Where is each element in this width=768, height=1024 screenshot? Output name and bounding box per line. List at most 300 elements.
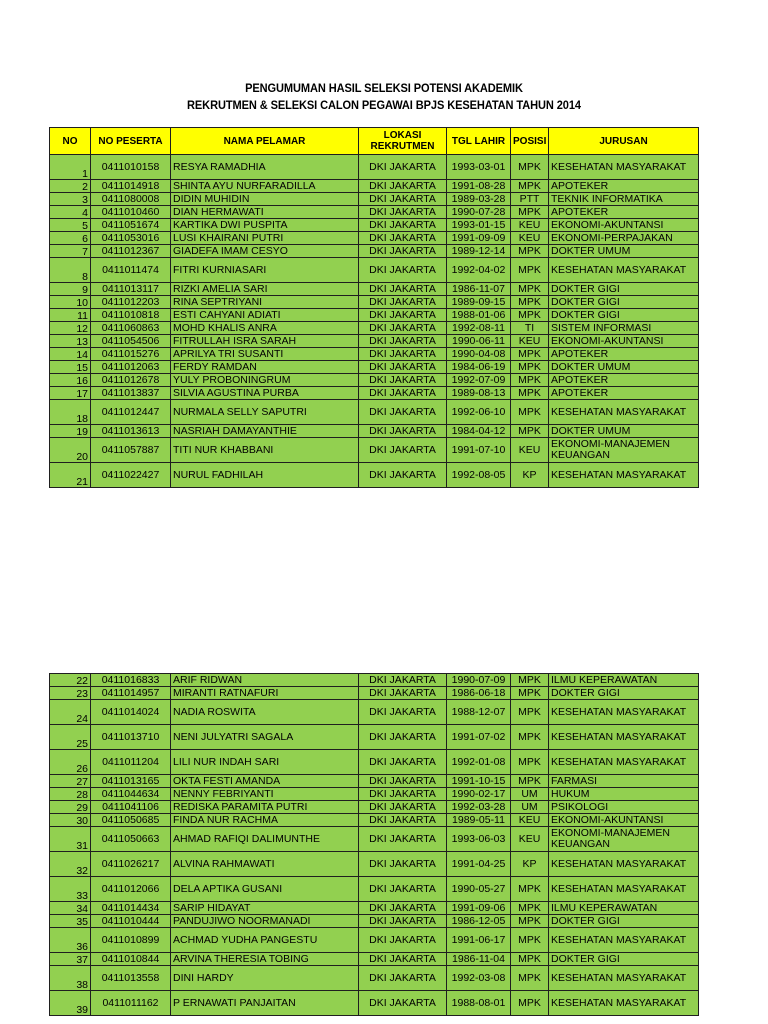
cell-posisi: PTT [511,193,549,206]
cell-nama-pelamar: YULY PROBONINGRUM [171,374,359,387]
cell-jurusan: TEKNIK INFORMATIKA [549,193,699,206]
cell-nama-pelamar: ALVINA RAHMAWATI [171,852,359,877]
cell-nama-pelamar: NENNY FEBRIYANTI [171,788,359,801]
cell-tgl-lahir: 1989-03-28 [447,193,511,206]
cell-lokasi: DKI JAKARTA [359,750,447,775]
cell-lokasi: DKI JAKARTA [359,953,447,966]
cell-tgl-lahir: 1990-07-28 [447,206,511,219]
cell-nama-pelamar: RESYA RAMADHIA [171,155,359,180]
cell-nama-pelamar: FINDA NUR RACHMA [171,814,359,827]
table-row [50,775,699,788]
table-row [50,283,699,296]
cell-tgl-lahir: 1991-10-15 [447,775,511,788]
cell-jurusan: APOTEKER [549,206,699,219]
cell-no-peserta: 0411012367 [91,245,171,258]
cell-posisi: MPK [511,700,549,725]
cell-posisi: MPK [511,902,549,915]
column-header-posisi: POSISI [511,128,549,155]
cell-tgl-lahir: 1991-09-09 [447,232,511,245]
cell-nama-pelamar: FERDY RAMDAN [171,361,359,374]
cell-no-peserta: 0411012066 [91,877,171,902]
cell-lokasi: DKI JAKARTA [359,915,447,928]
table-row [50,245,699,258]
cell-tgl-lahir: 1992-08-05 [447,463,511,488]
table-row [50,725,699,750]
cell-lokasi: DKI JAKARTA [359,374,447,387]
table-row [50,219,699,232]
cell-no: 28 [50,788,91,801]
cell-no-peserta: 0411044634 [91,788,171,801]
cell-nama-pelamar: TITI NUR KHABBANI [171,438,359,463]
cell-tgl-lahir: 1989-09-15 [447,296,511,309]
cell-lokasi: DKI JAKARTA [359,788,447,801]
table-row [50,827,699,852]
cell-jurusan: KESEHATAN MASYARAKAT [549,877,699,902]
cell-posisi: UM [511,801,549,814]
cell-jurusan: APOTEKER [549,180,699,193]
cell-posisi: MPK [511,155,549,180]
cell-no-peserta: 0411013165 [91,775,171,788]
column-header-no-peserta: NO PESERTA [91,128,171,155]
cell-posisi: TI [511,322,549,335]
cell-jurusan: ILMU KEPERAWATAN [549,902,699,915]
cell-lokasi: DKI JAKARTA [359,687,447,700]
cell-no-peserta: 0411041106 [91,801,171,814]
cell-no: 3 [50,193,91,206]
cell-jurusan: EKONOMI-MANAJEMEN KEUANGAN [549,827,699,852]
cell-no: 31 [50,827,91,852]
table-row [50,687,699,700]
cell-no-peserta: 0411012063 [91,361,171,374]
cell-no: 10 [50,296,91,309]
cell-nama-pelamar: PANDUJIWO NOORMANADI [171,915,359,928]
table-row [50,750,699,775]
table-row [50,309,699,322]
table-row [50,206,699,219]
cell-no-peserta: 0411010899 [91,928,171,953]
cell-nama-pelamar: LILI NUR INDAH SARI [171,750,359,775]
cell-no-peserta: 0411060863 [91,322,171,335]
cell-jurusan: HUKUM [549,788,699,801]
cell-no-peserta: 0411014918 [91,180,171,193]
cell-posisi: KEU [511,814,549,827]
cell-posisi: KP [511,463,549,488]
cell-lokasi: DKI JAKARTA [359,700,447,725]
cell-lokasi: DKI JAKARTA [359,258,447,283]
cell-no-peserta: 0411050663 [91,827,171,852]
cell-no-peserta: 0411011162 [91,991,171,1016]
cell-jurusan: DOKTER UMUM [549,425,699,438]
cell-nama-pelamar: NURMALA SELLY SAPUTRI [171,400,359,425]
cell-lokasi: DKI JAKARTA [359,335,447,348]
cell-nama-pelamar: RINA SEPTRIYANI [171,296,359,309]
cell-no: 2 [50,180,91,193]
cell-nama-pelamar: NURUL FADHILAH [171,463,359,488]
cell-tgl-lahir: 1991-09-06 [447,902,511,915]
cell-tgl-lahir: 1993-06-03 [447,827,511,852]
cell-tgl-lahir: 1993-03-01 [447,155,511,180]
cell-jurusan: KESEHATAN MASYARAKAT [549,155,699,180]
table-row [50,296,699,309]
cell-posisi: MPK [511,400,549,425]
cell-no: 7 [50,245,91,258]
cell-lokasi: DKI JAKARTA [359,725,447,750]
cell-no-peserta: 0411050685 [91,814,171,827]
table-row [50,335,699,348]
cell-posisi: MPK [511,245,549,258]
cell-no-peserta: 0411057887 [91,438,171,463]
cell-no: 21 [50,463,91,488]
table-row [50,991,699,1016]
cell-no: 5 [50,219,91,232]
cell-lokasi: DKI JAKARTA [359,674,447,687]
cell-no: 27 [50,775,91,788]
table-row [50,788,699,801]
cell-jurusan: DOKTER GIGI [549,687,699,700]
cell-tgl-lahir: 1990-06-11 [447,335,511,348]
cell-no: 13 [50,335,91,348]
cell-lokasi: DKI JAKARTA [359,928,447,953]
cell-posisi: MPK [511,775,549,788]
cell-jurusan: SISTEM INFORMASI [549,322,699,335]
cell-no-peserta: 0411015276 [91,348,171,361]
cell-jurusan: DOKTER GIGI [549,953,699,966]
cell-lokasi: DKI JAKARTA [359,438,447,463]
cell-no: 32 [50,852,91,877]
cell-nama-pelamar: ESTI CAHYANI ADIATI [171,309,359,322]
cell-no-peserta: 0411013837 [91,387,171,400]
cell-lokasi: DKI JAKARTA [359,801,447,814]
cell-no: 1 [50,155,91,180]
cell-tgl-lahir: 1990-02-17 [447,788,511,801]
cell-tgl-lahir: 1992-07-09 [447,374,511,387]
cell-no-peserta: 0411016833 [91,674,171,687]
table-row [50,674,699,687]
cell-nama-pelamar: FITRULLAH ISRA SARAH [171,335,359,348]
cell-posisi: MPK [511,206,549,219]
table-row [50,400,699,425]
cell-jurusan: APOTEKER [549,374,699,387]
table-row [50,180,699,193]
cell-jurusan: EKONOMI-MANAJEMEN KEUANGAN [549,438,699,463]
cell-no: 19 [50,425,91,438]
cell-jurusan: KESEHATAN MASYARAKAT [549,750,699,775]
cell-no-peserta: 0411013613 [91,425,171,438]
cell-lokasi: DKI JAKARTA [359,206,447,219]
cell-tgl-lahir: 1992-08-11 [447,322,511,335]
cell-nama-pelamar: DIDIN MUHIDIN [171,193,359,206]
cell-no-peserta: 0411080008 [91,193,171,206]
cell-tgl-lahir: 1992-06-10 [447,400,511,425]
cell-no: 12 [50,322,91,335]
cell-no: 38 [50,966,91,991]
cell-no: 22 [50,674,91,687]
cell-lokasi: DKI JAKARTA [359,814,447,827]
table-row [50,322,699,335]
cell-nama-pelamar: ARIF RIDWAN [171,674,359,687]
table-header-row [50,128,699,155]
cell-jurusan: APOTEKER [549,348,699,361]
cell-no: 6 [50,232,91,245]
cell-posisi: KEU [511,438,549,463]
cell-lokasi: DKI JAKARTA [359,245,447,258]
cell-jurusan: KESEHATAN MASYARAKAT [549,852,699,877]
cell-nama-pelamar: P ERNAWATI PANJAITAN [171,991,359,1016]
cell-posisi: MPK [511,425,549,438]
table-row [50,852,699,877]
cell-tgl-lahir: 1992-03-08 [447,966,511,991]
cell-jurusan: DOKTER UMUM [549,361,699,374]
cell-jurusan: EKONOMI-PERPAJAKAN [549,232,699,245]
table-row [50,193,699,206]
cell-no: 35 [50,915,91,928]
cell-lokasi: DKI JAKARTA [359,180,447,193]
cell-no-peserta: 0411013558 [91,966,171,991]
cell-nama-pelamar: MOHD KHALIS ANRA [171,322,359,335]
cell-nama-pelamar: AHMAD RAFIQI DALIMUNTHE [171,827,359,852]
cell-tgl-lahir: 1986-11-04 [447,953,511,966]
cell-no: 18 [50,400,91,425]
cell-nama-pelamar: NADIA ROSWITA [171,700,359,725]
cell-no-peserta: 0411051674 [91,219,171,232]
cell-lokasi: DKI JAKARTA [359,966,447,991]
cell-nama-pelamar: NASRIAH DAMAYANTHIE [171,425,359,438]
cell-nama-pelamar: OKTA FESTI AMANDA [171,775,359,788]
cell-no-peserta: 0411022427 [91,463,171,488]
cell-posisi: MPK [511,374,549,387]
cell-lokasi: DKI JAKARTA [359,361,447,374]
cell-no-peserta: 0411014957 [91,687,171,700]
cell-no-peserta: 0411012678 [91,374,171,387]
cell-no: 39 [50,991,91,1016]
cell-tgl-lahir: 1989-12-14 [447,245,511,258]
cell-no-peserta: 0411013117 [91,283,171,296]
cell-jurusan: DOKTER GIGI [549,309,699,322]
cell-lokasi: DKI JAKARTA [359,827,447,852]
cell-nama-pelamar: APRILYA TRI SUSANTI [171,348,359,361]
cell-posisi: MPK [511,361,549,374]
cell-tgl-lahir: 1990-05-27 [447,877,511,902]
cell-no-peserta: 0411010818 [91,309,171,322]
cell-no-peserta: 0411054506 [91,335,171,348]
cell-tgl-lahir: 1989-08-13 [447,387,511,400]
cell-jurusan: EKONOMI-AKUNTANSI [549,335,699,348]
table-row [50,928,699,953]
cell-lokasi: DKI JAKARTA [359,193,447,206]
results-table-1-body [50,155,699,488]
cell-posisi: MPK [511,953,549,966]
cell-nama-pelamar: NENI JULYATRI SAGALA [171,725,359,750]
cell-posisi: MPK [511,180,549,193]
cell-no-peserta: 0411013710 [91,725,171,750]
cell-tgl-lahir: 1991-07-02 [447,725,511,750]
cell-nama-pelamar: ARVINA THERESIA TOBING [171,953,359,966]
table-row [50,877,699,902]
column-header-nama-pelamar: NAMA PELAMAR [171,128,359,155]
document-title-line-2: REKRUTMEN & SELEKSI CALON PEGAWAI BPJS KESEHATAN TAHUN 2014 [187,98,581,112]
cell-lokasi: DKI JAKARTA [359,232,447,245]
cell-tgl-lahir: 1989-05-11 [447,814,511,827]
cell-jurusan: FARMASI [549,775,699,788]
table-row [50,348,699,361]
column-header-jurusan: JURUSAN [549,128,699,155]
table-row [50,387,699,400]
cell-tgl-lahir: 1988-01-06 [447,309,511,322]
cell-tgl-lahir: 1984-04-12 [447,425,511,438]
cell-jurusan: KESEHATAN MASYARAKAT [549,463,699,488]
cell-lokasi: DKI JAKARTA [359,852,447,877]
table-row [50,361,699,374]
cell-no: 4 [50,206,91,219]
cell-posisi: MPK [511,348,549,361]
cell-jurusan: KESEHATAN MASYARAKAT [549,258,699,283]
table-row [50,814,699,827]
table-row [50,801,699,814]
cell-no-peserta: 0411014434 [91,902,171,915]
cell-posisi: MPK [511,309,549,322]
table-row [50,155,699,180]
column-header-tgl-lahir: TGL LAHIR [447,128,511,155]
cell-tgl-lahir: 1988-12-07 [447,700,511,725]
cell-nama-pelamar: ACHMAD YUDHA PANGESTU [171,928,359,953]
column-header-no: NO [50,128,91,155]
cell-lokasi: DKI JAKARTA [359,877,447,902]
table-row [50,700,699,725]
cell-no: 26 [50,750,91,775]
cell-tgl-lahir: 1990-04-08 [447,348,511,361]
cell-tgl-lahir: 1988-08-01 [447,991,511,1016]
cell-posisi: MPK [511,258,549,283]
cell-nama-pelamar: SILVIA AGUSTINA PURBA [171,387,359,400]
cell-tgl-lahir: 1986-06-18 [447,687,511,700]
cell-no: 20 [50,438,91,463]
cell-no: 14 [50,348,91,361]
cell-lokasi: DKI JAKARTA [359,425,447,438]
cell-nama-pelamar: SARIP HIDAYAT [171,902,359,915]
results-table-2-body [50,674,699,1016]
cell-jurusan: ILMU KEPERAWATAN [549,674,699,687]
cell-nama-pelamar: DIAN HERMAWATI [171,206,359,219]
cell-nama-pelamar: SHINTA AYU NURFARADILLA [171,180,359,193]
cell-posisi: KEU [511,232,549,245]
table-row [50,463,699,488]
cell-nama-pelamar: MIRANTI RATNAFURI [171,687,359,700]
cell-no: 24 [50,700,91,725]
cell-posisi: MPK [511,296,549,309]
cell-nama-pelamar: DELA APTIKA GUSANI [171,877,359,902]
cell-lokasi: DKI JAKARTA [359,775,447,788]
cell-lokasi: DKI JAKARTA [359,991,447,1016]
cell-tgl-lahir: 1991-06-17 [447,928,511,953]
cell-nama-pelamar: LUSI KHAIRANI PUTRI [171,232,359,245]
cell-no-peserta: 0411053016 [91,232,171,245]
table-row [50,258,699,283]
cell-tgl-lahir: 1991-04-25 [447,852,511,877]
cell-lokasi: DKI JAKARTA [359,219,447,232]
cell-nama-pelamar: GIADEFA IMAM CESYO [171,245,359,258]
cell-no: 15 [50,361,91,374]
cell-nama-pelamar: REDISKA PARAMITA PUTRI [171,801,359,814]
cell-posisi: MPK [511,915,549,928]
cell-lokasi: DKI JAKARTA [359,283,447,296]
cell-posisi: MPK [511,928,549,953]
cell-posisi: MPK [511,877,549,902]
cell-jurusan: KESEHATAN MASYARAKAT [549,725,699,750]
cell-no: 23 [50,687,91,700]
cell-posisi: MPK [511,966,549,991]
cell-tgl-lahir: 1992-03-28 [447,801,511,814]
cell-posisi: KP [511,852,549,877]
cell-no-peserta: 0411010460 [91,206,171,219]
table-row [50,374,699,387]
cell-no-peserta: 0411011204 [91,750,171,775]
cell-lokasi: DKI JAKARTA [359,309,447,322]
cell-lokasi: DKI JAKARTA [359,348,447,361]
cell-no-peserta: 0411010158 [91,155,171,180]
cell-no: 34 [50,902,91,915]
cell-no: 37 [50,953,91,966]
cell-no: 9 [50,283,91,296]
cell-no-peserta: 0411026217 [91,852,171,877]
column-header-lokasi-rekrutmen: LOKASI REKRUTMEN [359,128,447,155]
table-row [50,966,699,991]
cell-posisi: MPK [511,387,549,400]
cell-lokasi: DKI JAKARTA [359,463,447,488]
cell-tgl-lahir: 1984-06-19 [447,361,511,374]
results-table-1 [49,127,699,488]
cell-tgl-lahir: 1990-07-09 [447,674,511,687]
cell-jurusan: KESEHATAN MASYARAKAT [549,400,699,425]
table-row [50,425,699,438]
cell-posisi: MPK [511,687,549,700]
cell-posisi: KEU [511,335,549,348]
cell-tgl-lahir: 1986-12-05 [447,915,511,928]
cell-no-peserta: 0411012447 [91,400,171,425]
table-row [50,232,699,245]
cell-posisi: KEU [511,219,549,232]
cell-lokasi: DKI JAKARTA [359,296,447,309]
cell-no-peserta: 0411011474 [91,258,171,283]
table-row [50,915,699,928]
cell-jurusan: DOKTER GIGI [549,915,699,928]
cell-lokasi: DKI JAKARTA [359,387,447,400]
results-table-2 [49,673,699,1016]
cell-tgl-lahir: 1993-01-15 [447,219,511,232]
cell-lokasi: DKI JAKARTA [359,322,447,335]
cell-posisi: MPK [511,674,549,687]
cell-no: 36 [50,928,91,953]
cell-jurusan: KESEHATAN MASYARAKAT [549,700,699,725]
cell-no: 8 [50,258,91,283]
cell-jurusan: DOKTER GIGI [549,283,699,296]
cell-posisi: MPK [511,991,549,1016]
cell-jurusan: KESEHATAN MASYARAKAT [549,966,699,991]
table-row [50,902,699,915]
cell-posisi: KEU [511,827,549,852]
cell-no: 11 [50,309,91,322]
cell-tgl-lahir: 1991-07-10 [447,438,511,463]
cell-no-peserta: 0411010844 [91,953,171,966]
cell-tgl-lahir: 1992-04-02 [447,258,511,283]
cell-no-peserta: 0411012203 [91,296,171,309]
cell-jurusan: DOKTER GIGI [549,296,699,309]
cell-no: 33 [50,877,91,902]
cell-no: 17 [50,387,91,400]
cell-posisi: MPK [511,725,549,750]
cell-tgl-lahir: 1991-08-28 [447,180,511,193]
cell-jurusan: KESEHATAN MASYARAKAT [549,991,699,1016]
cell-nama-pelamar: RIZKI AMELIA SARI [171,283,359,296]
